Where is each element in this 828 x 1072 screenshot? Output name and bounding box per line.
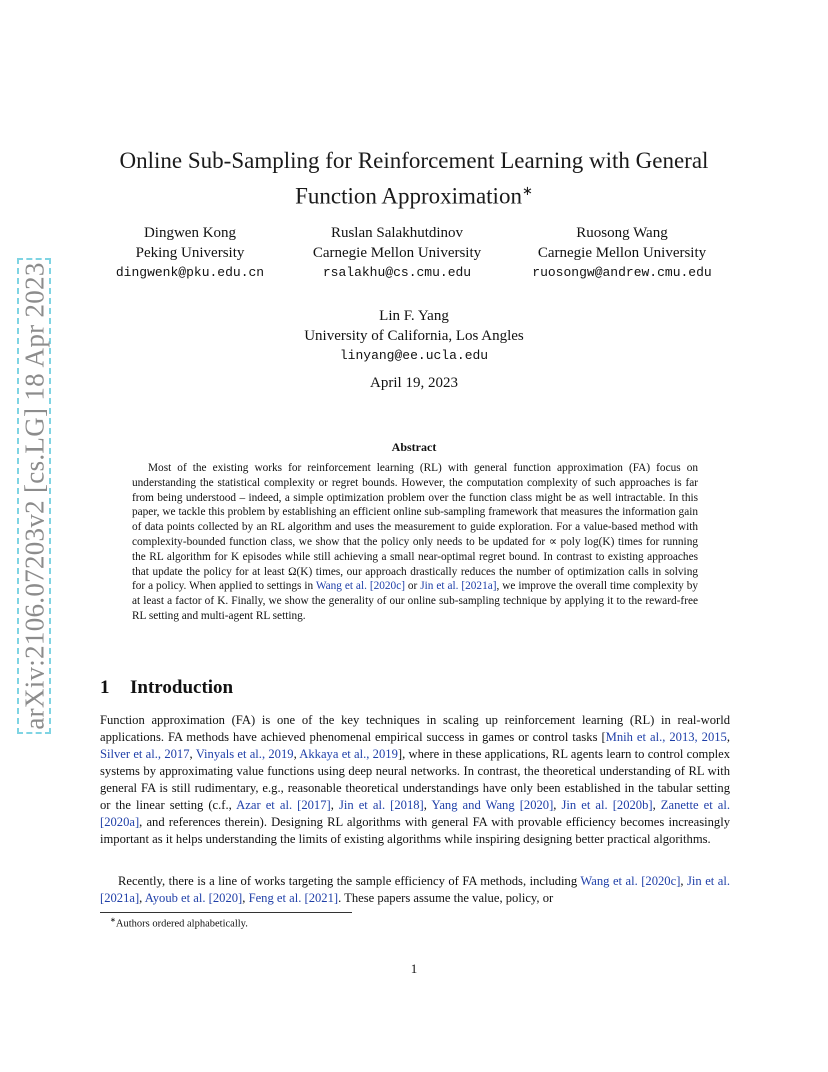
citation-link[interactable]: Azar et al. [2017]	[236, 798, 331, 812]
citation-link[interactable]: Akkaya et al., 2019	[299, 747, 398, 761]
footnote	[100, 916, 248, 930]
body-text: ,	[680, 874, 688, 888]
paper-title	[100, 146, 728, 212]
citation-link[interactable]: Wang et al. [2020c]	[315, 580, 405, 593]
author-name: Lin F. Yang	[379, 308, 449, 324]
author-name: Ruosong Wang	[576, 225, 668, 241]
author-affiliation: Carnegie Mellon University	[537, 245, 707, 261]
body-text: ,	[242, 891, 249, 905]
section-number: 1	[100, 677, 110, 698]
body-text: ], where in these applications, RL agents learn to control complex systems by approximating value functions using deep neural networks. In contrast, the theoretical understanding of RL with general FA is still rudimentary, e.g., reasonable theoretical understandings have only been established in the tabular setting or the linear setting (c.f.,	[100, 747, 730, 812]
body-text: ,	[293, 747, 300, 761]
title-footnote-mark: ∗	[521, 183, 533, 198]
abstract-text-part: or	[404, 580, 421, 593]
body-text: ,	[423, 798, 432, 812]
author-email[interactable]: linyang@ee.ucla.edu	[339, 348, 489, 363]
body-text: Function approximation (FA) is one of the key techniques in scaling up reinforcement learning (RL) in real-world applications. FA methods have achieved phenomenal empirical success in games or control tasks [	[100, 713, 730, 744]
footnote-text: Authors ordered alphabetically.	[115, 918, 248, 930]
section-title: Introduction	[130, 677, 234, 698]
citation-link[interactable]: Ayoub et al. [2020]	[144, 891, 243, 905]
body-text: ,	[652, 798, 661, 812]
body-text: ,	[553, 798, 562, 812]
author-name: Dingwen Kong	[143, 225, 237, 241]
citation-link[interactable]: Jin et al. [2018]	[338, 798, 424, 812]
body-text: ,	[189, 747, 196, 761]
citation-link[interactable]: Jin et al. [2021a]	[420, 580, 497, 593]
author-email[interactable]: rsalakhu@cs.cmu.edu	[322, 265, 472, 280]
body-text: ,	[330, 798, 339, 812]
publication-date: April 19, 2023	[370, 375, 458, 391]
abstract-text-part: , we improve the overall time complexity by at least a factor of K. Finally, we show the generality of our online sub-sampling technique by applying it to the reward-free RL setting and multi-agent RL setting.	[132, 580, 699, 622]
body-text: . These papers assume the value, policy, or	[338, 891, 554, 905]
paper-title-text: Online Sub-Sampling for Reinforcement Learning with General Function Approximation	[119, 148, 709, 209]
citation-link[interactable]: Zanette et al. [2020a]	[100, 798, 731, 829]
citation-link[interactable]: Jin et al. [2020b]	[561, 798, 653, 812]
author-block-2	[296, 223, 498, 283]
citation-link[interactable]: Jin et al. [2021a]	[100, 874, 731, 905]
arxiv-identifier: arXiv:2106.07203v2 [cs.LG] 18 Apr 2023	[19, 262, 50, 730]
footnote-mark: ∗	[110, 916, 116, 924]
page-number: 1	[410, 961, 418, 976]
citation-link[interactable]: Silver et al., 2017	[100, 747, 190, 761]
author-affiliation: Peking University	[135, 245, 245, 261]
author-block-3	[516, 223, 728, 283]
citation-link[interactable]: Feng et al. [2021]	[248, 891, 339, 905]
abstract-text	[132, 461, 698, 624]
intro-paragraph-2	[100, 873, 730, 907]
body-text: Recently, there is a line of works targeting the sample efficiency of FA methods, including	[118, 874, 581, 888]
citation-link[interactable]: Vinyals et al., 2019	[195, 747, 294, 761]
abstract-text-part: Most of the existing works for reinforcement learning (RL) with general function approximation (FA) focus on understanding the statistical complexity or regret bounds. However, the computation complexity of such approaches is far from being understood – indeed, a simple optimization problem over the function class might be as well intractable. In this paper, we tackle this problem by establishing an efficient online sub-sampling framework that measures the information gain of data points collected by an RL algorithm and uses the measurement to guide exploration. For a value-based method with complexity-bounded function class, we show that the policy only needs to be updated for ∝ poly log(K) times for running the RL algorithm for K episodes while still achieving a small near-optimal regret bound. In contrast to existing approaches that update the policy for at least Ω(K) times, our approach drastically reduces the number of optimization calls in solving for a policy. When applied to settings in	[132, 462, 698, 593]
citation-link[interactable]: Mnih et al., 2013, 2015	[605, 730, 727, 744]
author-block-4	[214, 306, 614, 366]
author-affiliation: Carnegie Mellon University	[312, 245, 482, 261]
author-block-1	[100, 223, 280, 283]
body-text: , and references therein). Designing RL algorithms with general FA with provable efficiency becomes increasingly important as it helps understanding the limits of existing algorithms while inspiring designing better practical algorithms.	[100, 815, 730, 846]
section-heading	[100, 677, 233, 699]
body-text: ,	[139, 891, 145, 905]
body-text: ,	[726, 730, 730, 744]
abstract-heading: Abstract	[391, 440, 437, 454]
intro-paragraph-1	[100, 712, 730, 848]
citation-link[interactable]: Yang and Wang [2020]	[431, 798, 554, 812]
author-email[interactable]: dingwenk@pku.edu.cn	[115, 265, 265, 280]
footnote-divider	[100, 912, 352, 913]
author-email[interactable]: ruosongw@andrew.cmu.edu	[532, 265, 712, 280]
author-name: Ruslan Salakhutdinov	[330, 225, 464, 241]
citation-link[interactable]: Wang et al. [2020c]	[580, 874, 681, 888]
author-affiliation: University of California, Los Angles	[304, 328, 524, 344]
